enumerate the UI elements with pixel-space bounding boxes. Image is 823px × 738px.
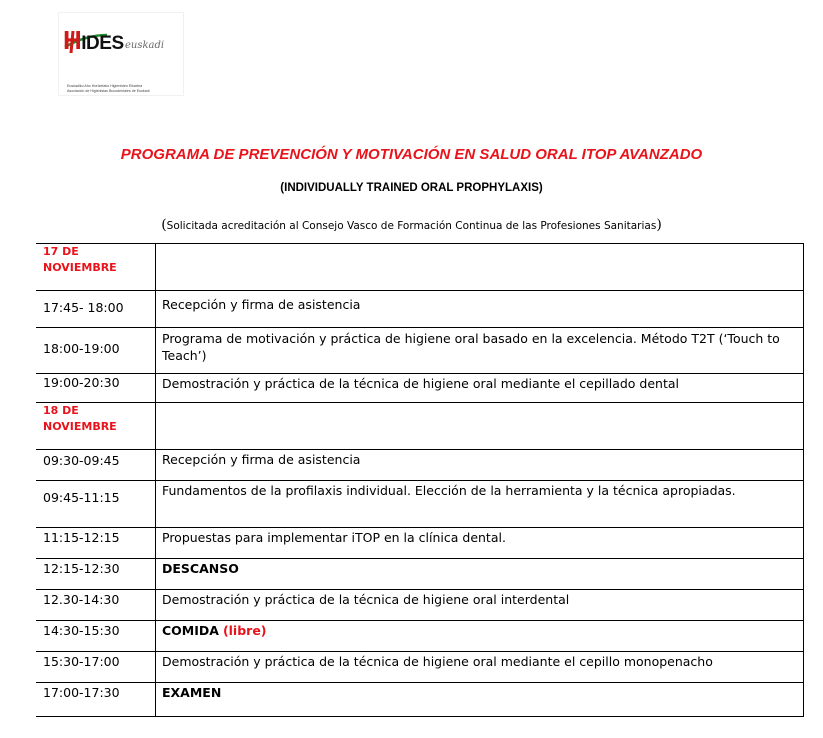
- table-row: [36, 328, 804, 374]
- activity-cell: DESCANSO: [162, 561, 239, 576]
- table-row: [36, 481, 804, 528]
- activity-cell: Demostración y práctica de la técnica de higiene oral mediante el cepillado dental: [162, 376, 680, 391]
- logo-subtitle: euskadi: [125, 40, 165, 51]
- activity-note: (libre): [222, 623, 267, 638]
- time-cell: 09:45-11:15: [43, 490, 120, 505]
- time-cell: 19:00-20:30: [43, 375, 120, 390]
- table-row: [36, 683, 804, 717]
- table-row: [36, 621, 804, 652]
- time-cell: 12.30-14:30: [43, 592, 120, 607]
- time-cell: 17:00-17:30: [43, 685, 120, 700]
- day-header-row: [36, 244, 804, 291]
- time-cell: 09:30-09:45: [43, 453, 120, 468]
- time-cell: 11:15-12:15: [43, 530, 120, 545]
- time-cell: 18:00-19:00: [43, 341, 120, 356]
- activity-cell: Recepción y firma de asistencia: [162, 297, 361, 312]
- hides-logo: [58, 12, 184, 96]
- day-label: 17 DE NOVIEMBRE: [36, 244, 156, 291]
- activity-cell: EXAMEN: [162, 685, 222, 700]
- table-row: [36, 291, 804, 328]
- activity-cell: Demostración y práctica de la técnica de higiene oral interdental: [162, 592, 570, 607]
- activity-cell: Demostración y práctica de la técnica de higiene oral mediante el cepillo monopenacho: [162, 654, 713, 669]
- table-row: [36, 374, 804, 403]
- activity-cell: Fundamentos de la profilaxis individual. Elección de la herramienta y la técnica apropiadas.: [162, 483, 736, 498]
- document-title: PROGRAMA DE PREVENCIÓN Y MOTIVACIÓN EN SALUD ORAL ITOP AVANZADO: [120, 146, 703, 163]
- document-subtitle: (INDIVIDUALLY TRAINED ORAL PROPHYLAXIS): [280, 182, 543, 194]
- table-row: [36, 559, 804, 590]
- day-header-row: [36, 403, 804, 450]
- activity-cell: Recepción y firma de asistencia: [162, 452, 361, 467]
- time-cell: 17:45- 18:00: [43, 300, 124, 315]
- time-cell: 12:15-12:30: [43, 561, 120, 576]
- activity-cell: Programa de motivación y práctica de higiene oral basado en la excelencia. Método T2T (‘Touch to Teach’): [162, 331, 780, 363]
- schedule-table: [36, 243, 804, 717]
- table-row: [36, 652, 804, 683]
- table-row: [36, 450, 804, 481]
- accreditation-note: (Solicitada acreditación al Consejo Vasco de Formación Continua de las Profesiones Sanitarias): [161, 217, 662, 233]
- table-row: [36, 590, 804, 621]
- logo-caption-line: Euskadiko Aho Hortzetako Higienisten Elkartea: [67, 84, 143, 88]
- logo-wordmark: HIDES: [63, 25, 124, 55]
- activity-cell: Propuestas para implementar iTOP en la clínica dental.: [162, 530, 506, 545]
- logo-caption-line: Asociación de Higienistas Bucodentales de Euskadi: [67, 89, 150, 93]
- activity-cell: COMIDA: [162, 623, 219, 638]
- day-label: 18 DE NOVIEMBRE: [36, 403, 156, 450]
- time-cell: 15:30-17:00: [43, 654, 120, 669]
- time-cell: 14:30-15:30: [43, 623, 120, 638]
- table-row: [36, 528, 804, 559]
